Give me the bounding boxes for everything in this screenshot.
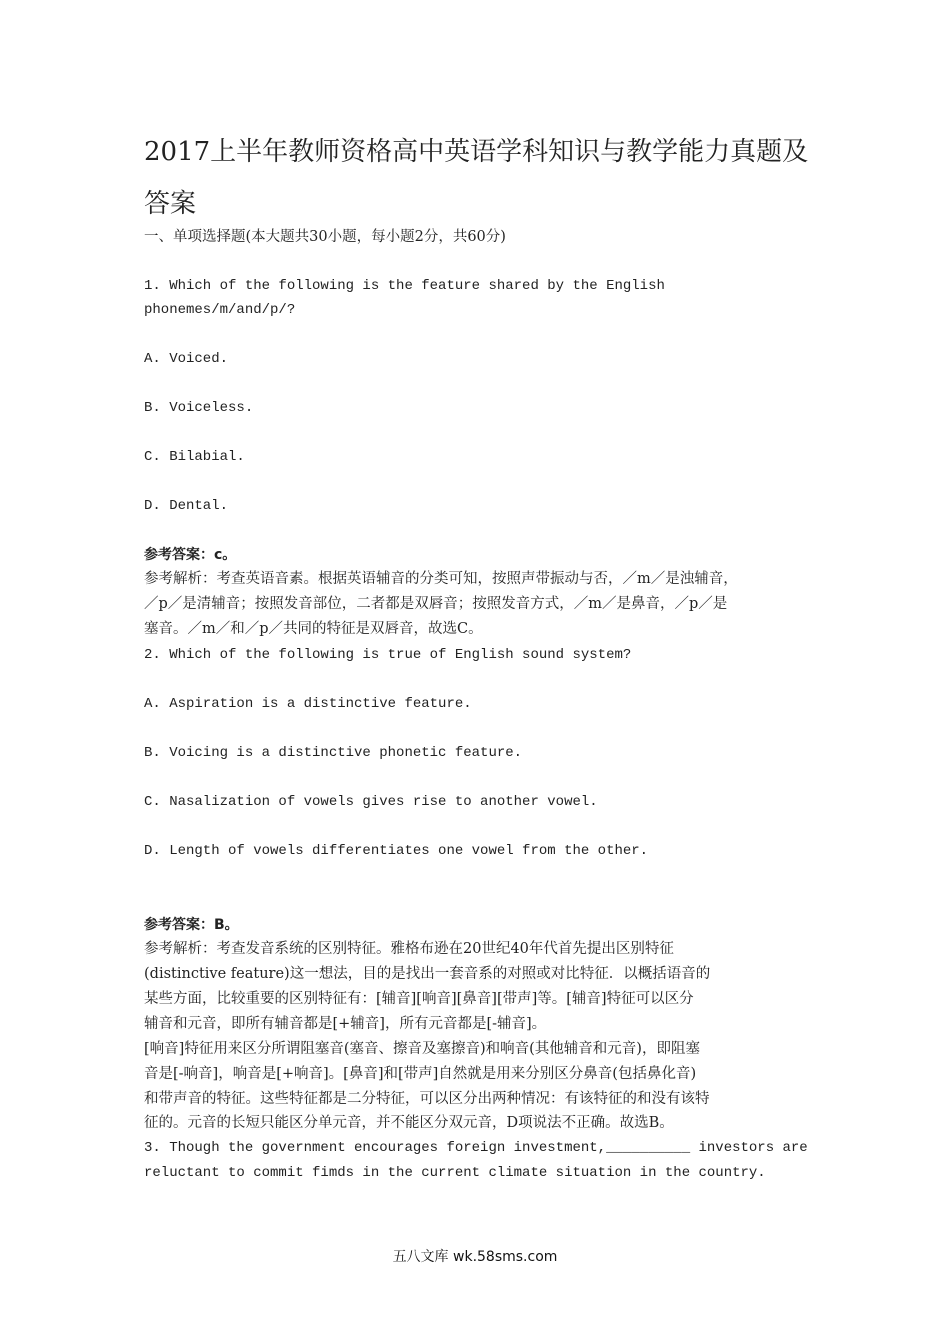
question-1-analysis-line: 参考解析：考查英语音素。根据英语辅音的分类可知，按照声带振动与否，／m／是浊辅音，	[144, 571, 738, 587]
question-2-analysis-line: 参考解析：考查发音系统的区别特征。雅格布逊在20世纪40年代首先提出区别特征	[144, 941, 674, 957]
title-line-2: 答案	[144, 189, 197, 219]
question-2-option-b: B. Voicing is a distinctive phonetic feature.	[144, 745, 523, 761]
section-heading: 一、单项选择题(本大题共30小题，每小题2分，共60分)	[144, 229, 506, 245]
question-2-option-a: A. Aspiration is a distinctive feature.	[144, 696, 472, 712]
question-1-option-a: A. Voiced.	[144, 351, 229, 367]
question-1-analysis-line: ／p／是清辅音；按照发音部位，二者都是双唇音；按照发音方式，／m／是鼻音，／p／是	[144, 596, 728, 612]
title-line-1: 2017上半年教师资格高中英语学科知识与教学能力真题及	[144, 137, 809, 167]
question-1-option-d: D. Dental.	[144, 498, 229, 514]
question-2-option-c: C. Nasalization of vowels gives rise to another vowel.	[144, 794, 598, 810]
question-2-analysis-line: 征的。元音的长短只能区分单元音，并不能区分双元音，D项说法不正确。故选B。	[144, 1115, 674, 1131]
question-1-option-c: C. Bilabial.	[144, 449, 245, 465]
question-2-stem: 2. Which of the following is true of English sound system?	[144, 647, 632, 663]
question-1-analysis-line: 塞音。／m／和／p／共同的特征是双唇音，故选C。	[144, 621, 483, 637]
question-2-analysis-line: 辅音和元音，即所有辅音都是[+辅音]，所有元音都是[-辅音]。	[144, 1016, 547, 1032]
question-2-answer: 参考答案：B。	[144, 917, 239, 933]
question-2-option-d: D. Length of vowels differentiates one vowel from the other.	[144, 843, 649, 859]
question-2-analysis-line: (distinctive feature)这一想法，目的是找出一套音系的对照或对比特征．以概括语音的	[144, 966, 711, 982]
question-2-analysis-line: 和带声音的特征。这些特征都是二分特征，可以区分出两种情况：有该特征的和没有该特	[144, 1091, 710, 1107]
document-title	[144, 126, 824, 230]
question-2-analysis-line: 某些方面，比较重要的区别特征有：[辅音][响音][鼻音][带声]等。[辅音]特征可以区分	[144, 991, 694, 1007]
question-3-stem-line-2: reluctant to commit fimds in the current climate situation in the country.	[144, 1165, 766, 1181]
question-1-option-b: B. Voiceless.	[144, 400, 254, 416]
footer-watermark: 五八文库 wk.58sms.com	[392, 1249, 558, 1265]
question-2-analysis-line: 音是[-响音]，响音是[+响音]。[鼻音]和[带声]自然就是用来分别区分鼻音(包括鼻化音)	[144, 1066, 697, 1082]
question-3-stem-line-1: 3. Though the government encourages foreign investment,__________ investors are	[144, 1140, 808, 1156]
question-1-stem-line-2: phonemes/m/and/p/?	[144, 302, 296, 318]
question-1-stem-line-1: 1. Which of the following is the feature shared by the English	[144, 278, 665, 294]
question-1-answer: 参考答案：c。	[144, 547, 237, 563]
question-2-analysis-line: [响音]特征用来区分所谓阻塞音(塞音、擦音及塞擦音)和响音(其他辅音和元音)，即阻塞	[144, 1041, 700, 1057]
